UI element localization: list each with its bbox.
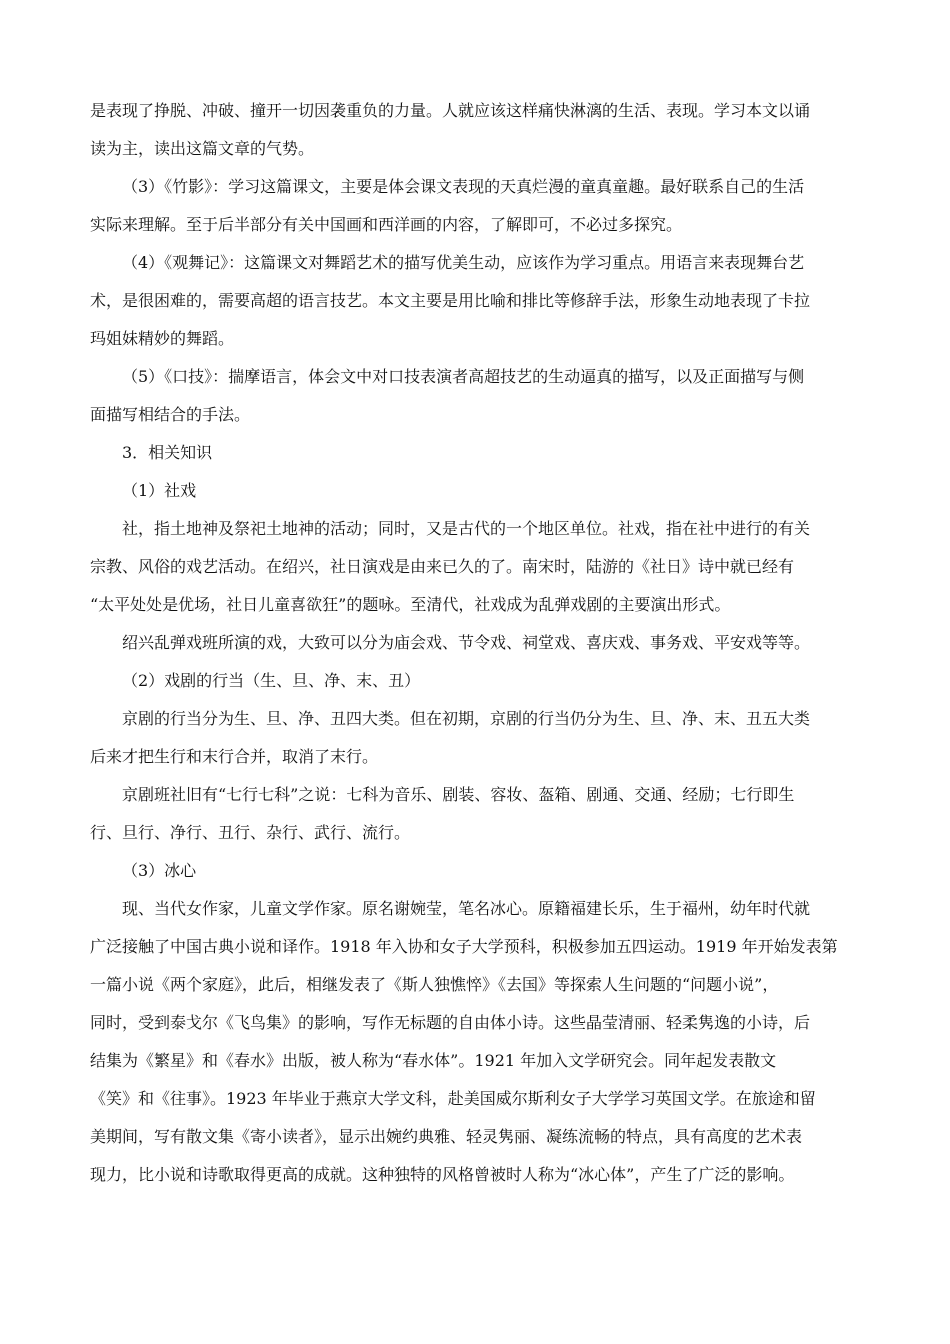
text-line: （5）《口技》：揣摩语言，体会文中对口技表演者高超技艺的生动逼真的描写，以及正面描写与侧 [122, 367, 805, 386]
paragraph-intro-continuation [90, 92, 860, 168]
paragraph-hangdang-1 [90, 700, 860, 776]
paragraph-shexi-2 [90, 624, 860, 662]
paragraph-shexi-1 [90, 510, 860, 624]
text-line: 读为主，读出这篇文章的气势。 [90, 139, 315, 158]
text-line: 现、当代女作家，儿童文学作家。原名谢婉莹，笔名冰心。原籍福建长乐，生于福州，幼年时代就 [122, 899, 811, 918]
subsection-heading-hangdang: （2）戏剧的行当（生、旦、净、末、丑） [122, 671, 421, 690]
text-line: 是表现了挣脱、冲破、撞开一切因袭重负的力量。人就应该这样痛快淋漓的生活、表现。学习本文以诵 [90, 101, 811, 120]
text-line: 《笑》和《往事》。1923 年毕业于燕京大学文科，赴美国威尔斯利女子大学学习英国文学。在旅途和留 [90, 1089, 816, 1108]
text-line: 结集为《繁星》和《春水》出版，被人称为“春水体”。1921 年加入文学研究会。同年起发表散文 [90, 1051, 777, 1070]
subsection-heading-shexi: （1）社戏 [122, 481, 197, 500]
text-line: 社，指土地神及祭祀土地神的活动；同时，又是古代的一个地区单位。社戏，指在社中进行的有关 [122, 519, 811, 538]
text-line: 绍兴乱弹戏班所演的戏，大致可以分为庙会戏、节令戏、祠堂戏、喜庆戏、事务戏、平安戏等等。 [122, 633, 811, 652]
text-line: 京剧班社旧有“七行七科”之说：七科为音乐、剧装、容妆、盔箱、剧通、交通、经励；七行即生 [122, 785, 795, 804]
text-line: 宗教、风俗的戏艺活动。在绍兴，社日演戏是由来已久的了。南宋时，陆游的《社日》诗中就已经有 [90, 557, 795, 576]
subsection-heading-bingxin: （3）冰心 [122, 861, 197, 880]
text-line: 京剧的行当分为生、旦、净、丑四大类。但在初期，京剧的行当仍分为生、旦、净、末、丑五大类 [122, 709, 811, 728]
text-line: （3）《竹影》：学习这篇课文，主要是体会课文表现的天真烂漫的童真童趣。最好联系自己的生活 [122, 177, 805, 196]
paragraph-guanwuji [90, 244, 860, 358]
text-line: 面描写相结合的手法。 [90, 405, 251, 424]
text-line: 实际来理解。至于后半部分有关中国画和西洋画的内容，了解即可，不必过多探究。 [90, 215, 683, 234]
paragraph-bingxin [90, 890, 860, 1194]
text-line: 广泛接触了中国古典小说和译作。1918 年入协和女子大学预科，积极参加五四运动。1919 年开始发表第 [90, 937, 838, 956]
text-line: （4）《观舞记》：这篇课文对舞蹈艺术的描写优美生动，应该作为学习重点。用语言来表现舞台艺 [122, 253, 805, 272]
text-line: 后来才把生行和末行合并，取消了末行。 [90, 747, 379, 766]
paragraph-zhuying [90, 168, 860, 244]
paragraph-kouji [90, 358, 860, 434]
text-line: 一篇小说《两个家庭》，此后，相继发表了《斯人独憔悴》《去国》等探索人生问题的“问题小说”， [90, 975, 779, 994]
text-line: “太平处处是优场，社日儿童喜欲狂”的题咏。至清代，社戏成为乱弹戏剧的主要演出形式。 [90, 595, 731, 614]
text-line: 现力，比小说和诗歌取得更高的成就。这种独特的风格曾被时人称为“冰心体”，产生了广泛的影响。 [90, 1165, 795, 1184]
paragraph-hangdang-2 [90, 776, 860, 852]
text-line: 玛姐妹精妙的舞蹈。 [90, 329, 235, 348]
text-line: 美期间，写有散文集《寄小读者》，显示出婉约典雅、轻灵隽丽、凝练流畅的特点，具有高度的艺术表 [90, 1127, 803, 1146]
section-heading-related-knowledge: 3．相关知识 [122, 443, 213, 462]
text-line: 行、旦行、净行、丑行、杂行、武行、流行。 [90, 823, 411, 842]
text-line: 术，是很困难的，需要高超的语言技艺。本文主要是用比喻和排比等修辞手法，形象生动地表现了卡拉 [90, 291, 811, 310]
text-line: 同时，受到泰戈尔《飞鸟集》的影响，写作无标题的自由体小诗。这些晶莹清丽、轻柔隽逸的小诗，后 [90, 1013, 811, 1032]
